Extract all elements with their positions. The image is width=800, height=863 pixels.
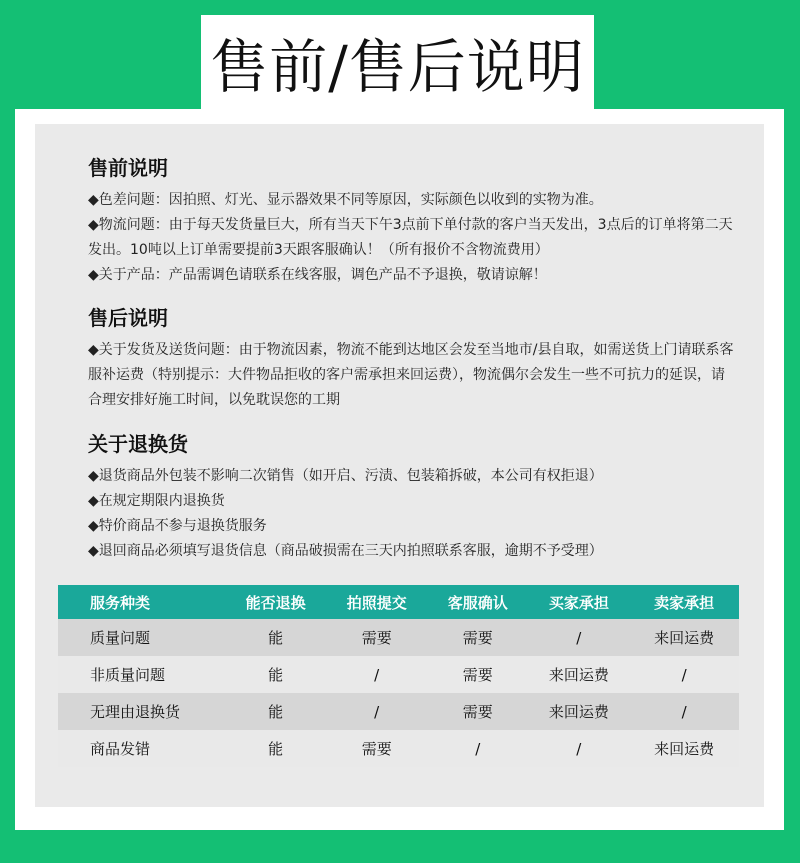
- service-table: [58, 585, 739, 767]
- pre-sale-line-product: ◆关于产品：产品需调色请联系在线客服，调色产品不予退换，敬请谅解！: [88, 267, 547, 283]
- pre-sale-heading: 售前说明: [88, 156, 168, 180]
- table-cell: 非质量问题: [58, 656, 225, 693]
- header-service-type: 服务种类: [58, 585, 225, 619]
- table-row: [58, 619, 739, 656]
- table-cell: 能: [225, 693, 326, 730]
- table-cell: 能: [225, 619, 326, 656]
- table-cell: /: [427, 730, 528, 767]
- table-cell: 需要: [326, 730, 427, 767]
- table-cell: 来回运费: [629, 619, 739, 656]
- table-cell: /: [629, 656, 739, 693]
- header-seller-pays: 卖家承担: [629, 585, 739, 619]
- table-cell: 需要: [427, 656, 528, 693]
- after-sale-heading: 售后说明: [88, 306, 168, 330]
- table-cell: 能: [225, 730, 326, 767]
- returns-heading: 关于退换货: [88, 432, 188, 456]
- table-cell: /: [326, 693, 427, 730]
- table-cell: /: [528, 730, 629, 767]
- pre-sale-line-logistics: ◆物流问题：由于每天发货量巨大，所有当天下午3点前下单付款的客户当天发出，3点后的订单将第二天发出。10吨以上订单需要提前3天跟客服确认！（所有报价不含物流费用）: [88, 217, 733, 258]
- table-cell: 无理由退换货: [58, 693, 225, 730]
- returns-line-packaging: ◆退货商品外包装不影响二次销售（如开启、污渍、包装箱拆破，本公司有权拒退）: [88, 468, 603, 484]
- table-cell: /: [629, 693, 739, 730]
- header-service-confirm: 客服确认: [427, 585, 528, 619]
- table-header-row: [58, 585, 739, 619]
- table-row: [58, 730, 739, 767]
- header-banner: [201, 15, 594, 109]
- header-returnable: 能否退换: [225, 585, 326, 619]
- header-buyer-pays: 买家承担: [528, 585, 629, 619]
- table-cell: 来回运费: [528, 656, 629, 693]
- content-panel: [35, 124, 764, 807]
- table-cell: 来回运费: [629, 730, 739, 767]
- pre-sale-section: [88, 154, 738, 288]
- returns-line-deadline: ◆在规定期限内退换货: [88, 493, 225, 509]
- returns-section: [88, 430, 738, 564]
- table-cell: 商品发错: [58, 730, 225, 767]
- table-cell: 需要: [427, 619, 528, 656]
- table-cell: 质量问题: [58, 619, 225, 656]
- returns-line-info-required: ◆退回商品必须填写退货信息（商品破损需在三天内拍照联系客服，逾期不予受理）: [88, 543, 603, 559]
- table-row: [58, 693, 739, 730]
- table-cell: 需要: [326, 619, 427, 656]
- returns-line-special-price: ◆特价商品不参与退换货服务: [88, 518, 267, 534]
- table-cell: 需要: [427, 693, 528, 730]
- table-cell: /: [326, 656, 427, 693]
- table-cell: 能: [225, 656, 326, 693]
- header-photo-submit: 拍照提交: [326, 585, 427, 619]
- pre-sale-line-color: ◆色差问题：因拍照、灯光、显示器效果不同等原因，实际颜色以收到的实物为准。: [88, 192, 603, 208]
- table-cell: 来回运费: [528, 693, 629, 730]
- table-cell: /: [528, 619, 629, 656]
- after-sale-section: [88, 304, 738, 413]
- table-row: [58, 656, 739, 693]
- after-sale-line-shipping: ◆关于发货及送货问题：由于物流因素，物流不能到达地区会发至当地市/县自取，如需送货上门请联系客服补运费（特别提示：大件物品拒收的客户需承担来回运费），物流偶尔会发生一些不可抗力的延误，请合理安排好施工时间，以免耽误您的工期: [88, 342, 734, 408]
- page-title: 售前/售后说明: [210, 33, 585, 101]
